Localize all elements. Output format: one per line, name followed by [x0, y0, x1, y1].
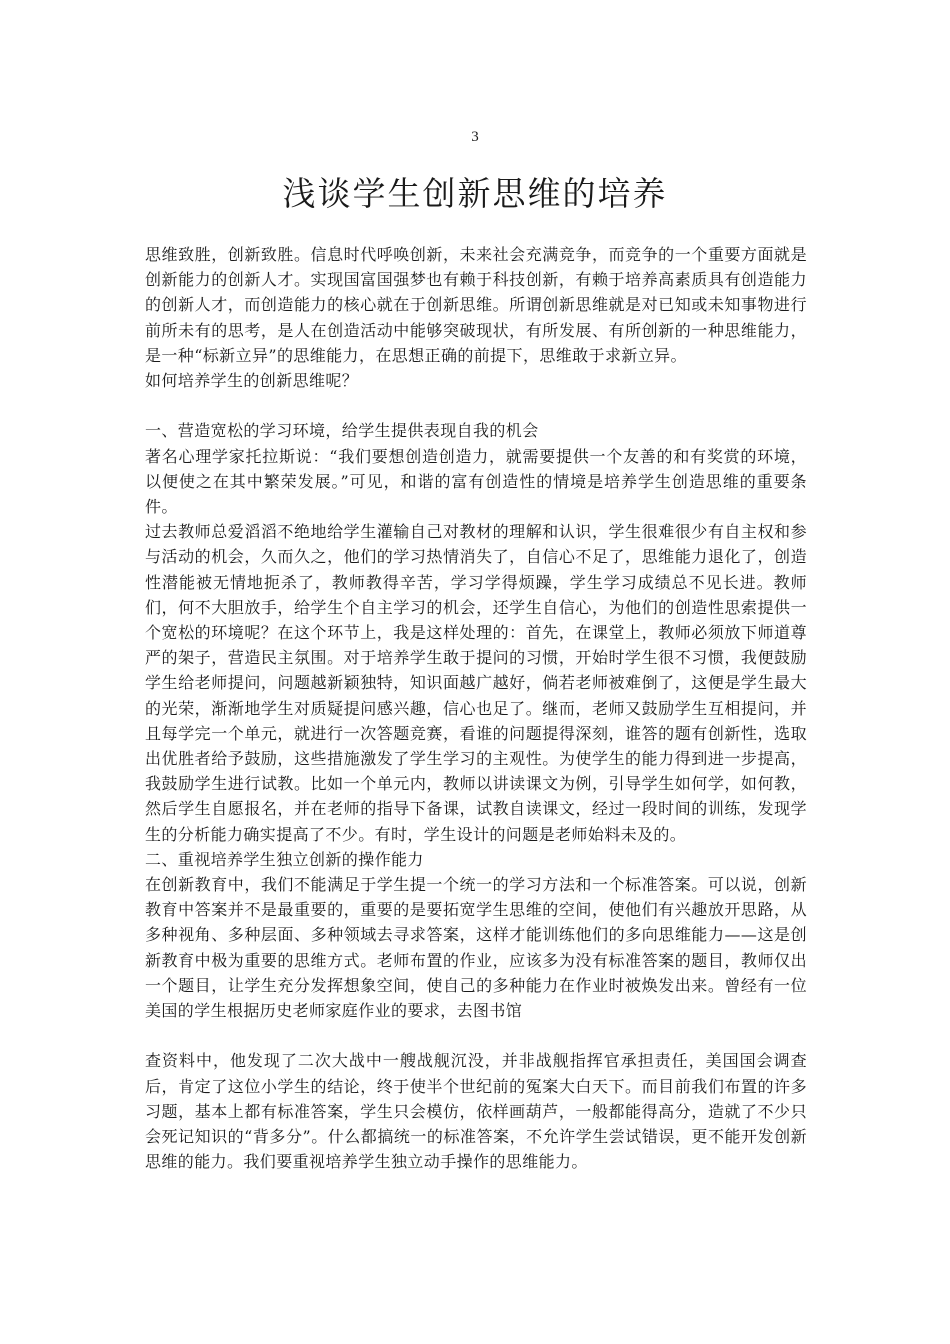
question-line: 如何培养学生的创新思维呢？: [145, 371, 359, 391]
page-number: 3: [471, 129, 479, 145]
document-title: 浅谈学生创新思维的培养: [282, 174, 668, 213]
section1-heading: 一、营造宽松的学习环境，给学生提供表现自我的机会: [145, 421, 539, 441]
document-body: [145, 242, 807, 1174]
section2-paragraph: 查资料中，他发现了二次大战中一艘战舰沉没，并非战舰指挥官承担责任，美国国会调查后，肯定了这位小学生的结论，终于使半个世纪前的冤案大白天下。而目前我们布置的许多习题，基本上都有标准答案，学生只会模仿，依样画葫芦，一般都能得高分，造就了不少只会死记知识的“背多分”。什么都搞统一的标准答案，不允许学生尝试错误，更不能开发创新思维的能力。我们要重视培养学生独立动手操作的思维能力。: [145, 1051, 807, 1172]
paragraph-gap: [145, 1023, 807, 1048]
paragraph-gap: [145, 393, 807, 418]
section2-heading: 二、重视培养学生独立创新的操作能力: [145, 849, 424, 869]
intro-paragraph: 思维致胜，创新致胜。信息时代呼唤创新，未来社会充满竞争，而竞争的一个重要方面就是创新能力的创新人才。实现国富国强梦也有赖于科技创新，有赖于培养高素质具有创造能力的创新人才，而创造能力的核心就在于创新思维。所谓创新思维就是对已知或未知事物进行前所未有的思考，是人在创造活动中能够突破现状，有所发展、有所创新的一种思维能力，是一种“标新立异”的思维能力，在思想正确的前提下，思维敢于求新立异。: [145, 245, 807, 365]
section2-paragraph: 在创新教育中，我们不能满足于学生提一个统一的学习方法和一个标准答案。可以说，创新教育中答案并不是最重要的，重要的是要拓宽学生思维的空间，使他们有兴趣放开思路，从多种视角、多种层面、多种领域去寻求答案，这样才能训练他们的多向思维能力——这是创新教育中极为重要的思维方式。老师布置的作业，应该多为没有标准答案的题目，教师仅出一个题目，让学生充分发挥想象空间，使自己的多种能力在作业时被焕发出来。曾经有一位美国的学生根据历史老师家庭作业的要求，去图书馆: [145, 875, 807, 1021]
section1-paragraph: 著名心理学家托拉斯说：“我们要想创造创造力，就需要提供一个友善的和有奖赏的环境，以便使之在其中繁荣发展。”可见，和谐的富有创造性的情境是培养学生创造思维的重要条件。: [145, 446, 807, 517]
section1-paragraph: 过去教师总爱滔滔不绝地给学生灌输自己对教材的理解和认识，学生很难很少有自主权和参与活动的机会，久而久之，他们的学习热情消失了，自信心不足了，思维能力退化了，创造性潜能被无情地扼杀了，教师教得辛苦，学习学得烦躁，学生学习成绩总不见长进。教师们，何不大胆放手，给学生个自主学习的机会，还学生自信心，为他们的创造性思索提供一个宽松的环境呢？在这个环节上，我是这样处理的：首先，在课堂上，教师必须放下师道尊严的架子，营造民主氛围。对于培养学生敢于提问的习惯，开始时学生很不习惯，我便鼓励学生给老师提问，问题越新颖独特，知识面越广越好，倘若老师被难倒了，这便是学生最大的光荣，渐渐地学生对质疑提问感兴趣，信心也足了。继而，老师又鼓励学生互相提问，并且每学完一个单元，就进行一次答题竞赛，看谁的问题提得深刻，谁答的题有创新性，选取出优胜者给予鼓励，这些措施激发了学生学习的主观性。为使学生的能力得到进一步提高，我鼓励学生进行试教。比如一个单元内，教师以讲读课文为例，引导学生如何学，如何教，然后学生自愿报名，并在老师的指导下备课，试教自读课文，经过一段时间的训练，发现学生的分析能力确实提高了不少。有时，学生设计的问题是老师始料未及的。: [145, 522, 807, 844]
